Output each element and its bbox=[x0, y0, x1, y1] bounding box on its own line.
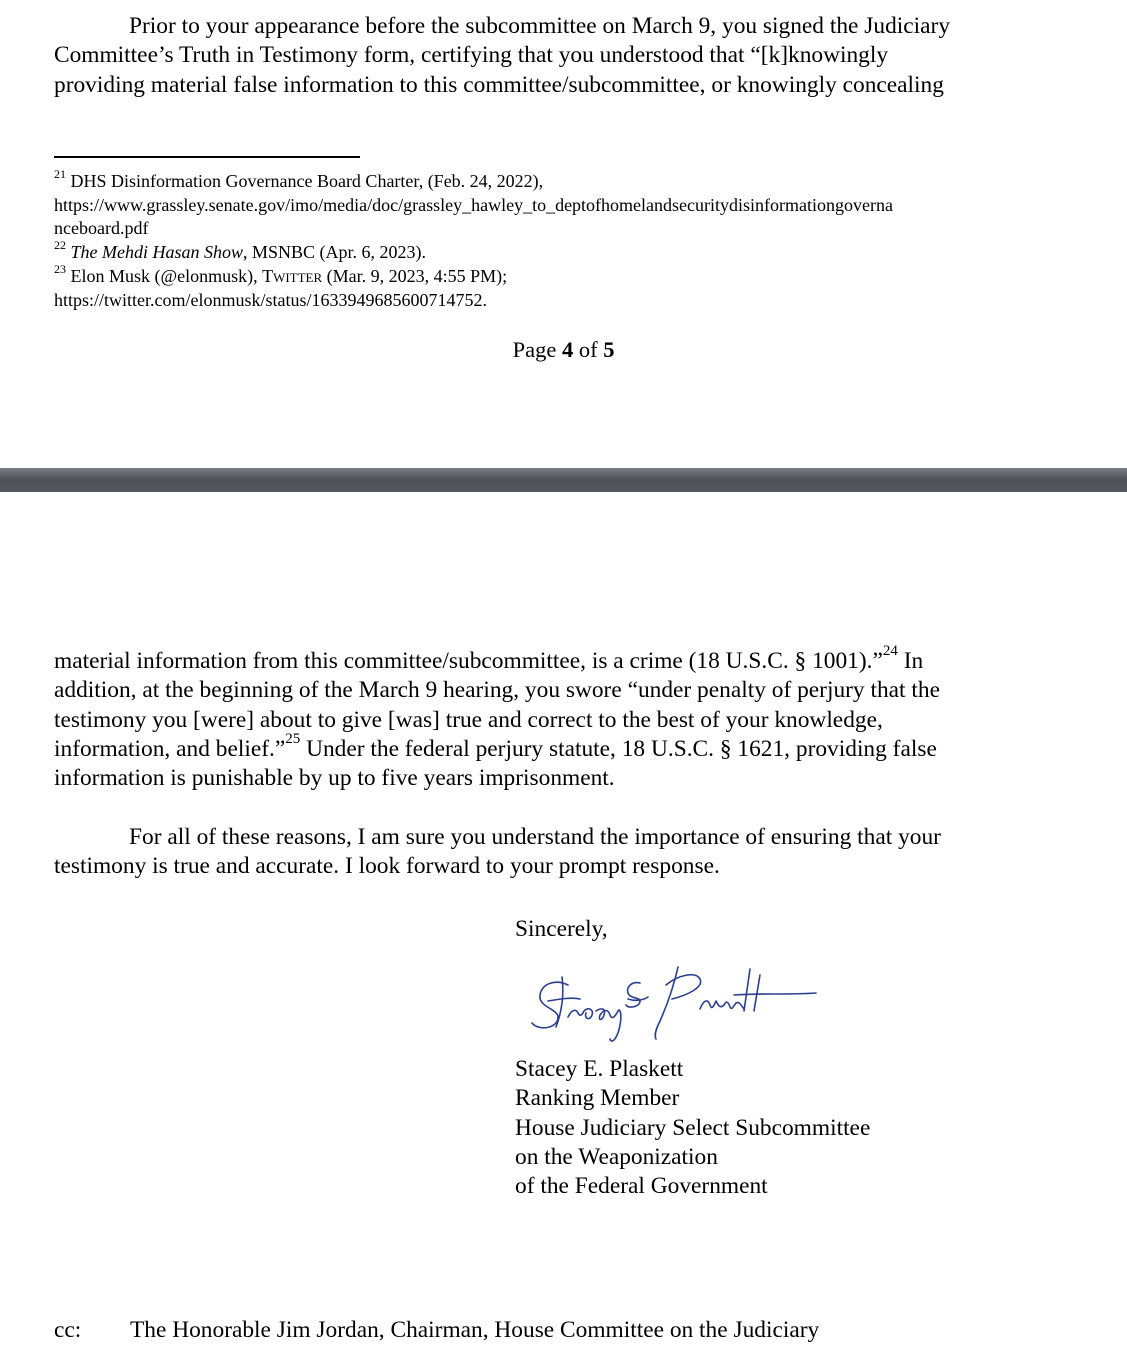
document-page-4 bbox=[0, 0, 1127, 468]
cc-recipient: The Honorable Jim Jordan, Chairman, House Committee on the Judiciary bbox=[130, 1317, 820, 1343]
footnote-ref-24: 24 bbox=[882, 643, 898, 659]
paragraph-line: Committee’s Truth in Testimony form, certifying that you understood that “[k]knowingly bbox=[54, 42, 889, 69]
valediction: Sincerely, bbox=[515, 916, 608, 942]
paragraph-line: testimony is true and accurate. I look forward to your prompt response. bbox=[54, 853, 720, 880]
paragraph-line: providing material false information to this committee/subcommittee, or knowingly concealing bbox=[54, 71, 944, 98]
signer-committee-line-2: on the Weaponization bbox=[515, 1143, 718, 1170]
cc-label: cc: bbox=[54, 1317, 82, 1343]
perjury-paragraph: material information from this committee/subcommittee, is a crime (18 U.S.C. § 1001).”$^{24}$ In addition, at the beginning of the March 9 hearing, you swore “under penalty of perjury that the testimony you [were] about to give [was] true and correct to the best of your knowledge, information, and belief.”$^{25}$ Under the federal perjury statute, 18 U.S.C. § 1621, providing false information is punishable by up to five years imprisonment. bbox=[54, 647, 1034, 793]
paragraph-line: Prior to your appearance before the subcommittee on March 9, you signed the Judiciary bbox=[129, 13, 951, 39]
footnote-number: 23 bbox=[54, 261, 66, 276]
signer-committee: House Judiciary Select Subcommittee bbox=[515, 1114, 871, 1141]
footnote-number: 21 bbox=[54, 167, 66, 181]
signature-block bbox=[515, 1055, 870, 1201]
footnote-21-url-cont: nceboard.pdf bbox=[54, 218, 149, 239]
footnote-23-url: https://twitter.com/elonmusk/status/1633949685600714752. bbox=[54, 289, 487, 310]
total-pages: 5 bbox=[603, 337, 615, 362]
footnote-21-url: https://www.grassley.senate.gov/imo/media/doc/grassley_hawley_to_deptofhomelandsecuritydisinformationgoverna bbox=[54, 194, 893, 215]
signer-name: Stacey E. Plaskett bbox=[515, 1056, 684, 1082]
truth-in-testimony-paragraph bbox=[54, 12, 1034, 100]
footnote-22: $^{22}$ The Mehdi Hasan Show, MSNBC (Apr. 6, 2023). bbox=[54, 238, 427, 263]
handwritten-signature bbox=[528, 955, 828, 1055]
signer-title: Ranking Member bbox=[515, 1085, 680, 1112]
footnote-23: $^{23}$ Elon Musk (@elonmusk), Twitter (Mar. 9, 2023, 4:55 PM); bbox=[54, 261, 508, 286]
footnote-separator bbox=[54, 156, 360, 158]
paragraph-line: testimony you [were] about to give [was] true and correct to the best of your knowledge, bbox=[54, 706, 883, 733]
footnote-21: $^{21}$ DHS Disinformation Governance Board Charter, (Feb. 24, 2022), bbox=[54, 167, 544, 191]
platform-name: Twitter bbox=[262, 265, 323, 286]
signer-committee-line-3: of the Federal Government bbox=[515, 1173, 768, 1200]
current-page: 4 bbox=[561, 337, 574, 362]
paragraph-line: addition, at the beginning of the March 9 hearing, you swore “under penalty of perjury that the bbox=[54, 677, 940, 704]
page-divider bbox=[0, 468, 1127, 492]
footnote-ref-25: 25 bbox=[285, 730, 301, 747]
closing-paragraph: For all of these reasons, I am sure you understand the importance of ensuring that your testimony is true and accurate. I look forward to your prompt response. bbox=[54, 823, 1034, 882]
paragraph-line: information is punishable by up to five years imprisonment. bbox=[54, 765, 615, 792]
cc-line bbox=[54, 1316, 819, 1345]
footnotes bbox=[54, 167, 1064, 312]
page-number: Page 4 of 5 bbox=[512, 337, 615, 362]
footnote-number: 22 bbox=[54, 238, 66, 253]
show-title: The Mehdi Hasan Show bbox=[70, 242, 243, 263]
